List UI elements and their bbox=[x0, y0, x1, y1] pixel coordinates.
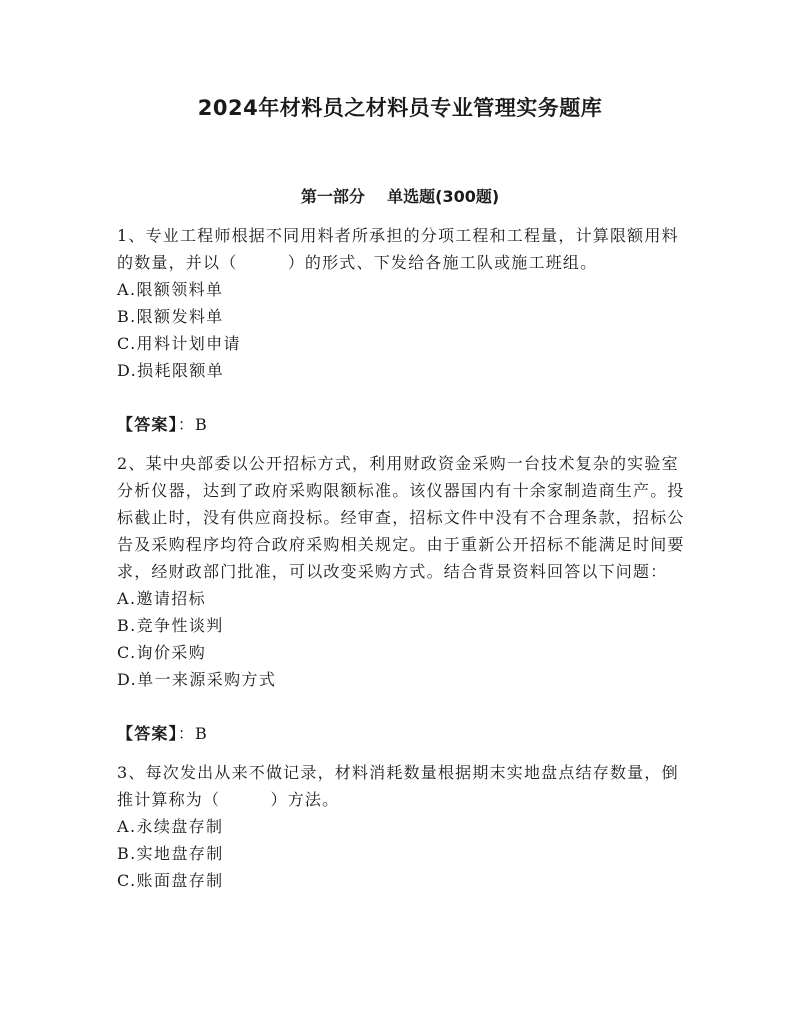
document-title: 2024年材料员之材料员专业管理实务题库 bbox=[197, 96, 603, 120]
question-stem: 3、每次发出从来不做记录，材料消耗数量根据期末实地盘点结存数量，倒推计算称为（ ）方法。 bbox=[117, 763, 679, 809]
option-a: A.永续盘存制 bbox=[117, 817, 224, 836]
answer-line bbox=[117, 720, 685, 747]
section-heading: 第一部分 单选题(300题) bbox=[300, 187, 500, 206]
option-c: C.用料计划申请 bbox=[117, 334, 241, 353]
question-stem: 2、某中央部委以公开招标方式，利用财政资金采购一台技术复杂的实验室分析仪器，达到了政府采购限额标准。该仪器国内有十余家制造商生产。投标截止时，没有供应商投标。经审查，招标文件中没有不合理条款，招标公告及采购程序均符合政府采购相关规定。由于重新公开招标不能满足时间要求，经财政部门批准，可以改变采购方式。结合背景资料回答以下问题： bbox=[117, 454, 685, 581]
option-b: B.竞争性谈判 bbox=[117, 616, 224, 635]
answer-value: ：B bbox=[177, 724, 208, 743]
answer-label: 【答案】 bbox=[117, 724, 178, 743]
option-c: C.询价采购 bbox=[117, 643, 207, 662]
option-a: A.限额领料单 bbox=[117, 280, 224, 299]
answer-line bbox=[117, 411, 685, 438]
option-d: D.单一来源采购方式 bbox=[117, 670, 277, 689]
question-stem: 1、专业工程师根据不同用料者所承担的分项工程和工程量，计算限额用料的数量，并以（ ）的形式、下发给各施工队或施工班组。 bbox=[117, 226, 679, 272]
option-b: B.实地盘存制 bbox=[117, 844, 224, 863]
option-c: C.账面盘存制 bbox=[117, 871, 224, 890]
question-3 bbox=[117, 759, 685, 894]
option-b: B.限额发料单 bbox=[117, 307, 224, 326]
question-1 bbox=[117, 222, 685, 438]
answer-label: 【答案】 bbox=[117, 415, 178, 434]
option-a: A.邀请招标 bbox=[117, 589, 207, 608]
option-d: D.损耗限额单 bbox=[117, 361, 225, 380]
question-list bbox=[117, 222, 685, 894]
answer-value: ：B bbox=[177, 415, 208, 434]
question-2 bbox=[117, 450, 685, 747]
